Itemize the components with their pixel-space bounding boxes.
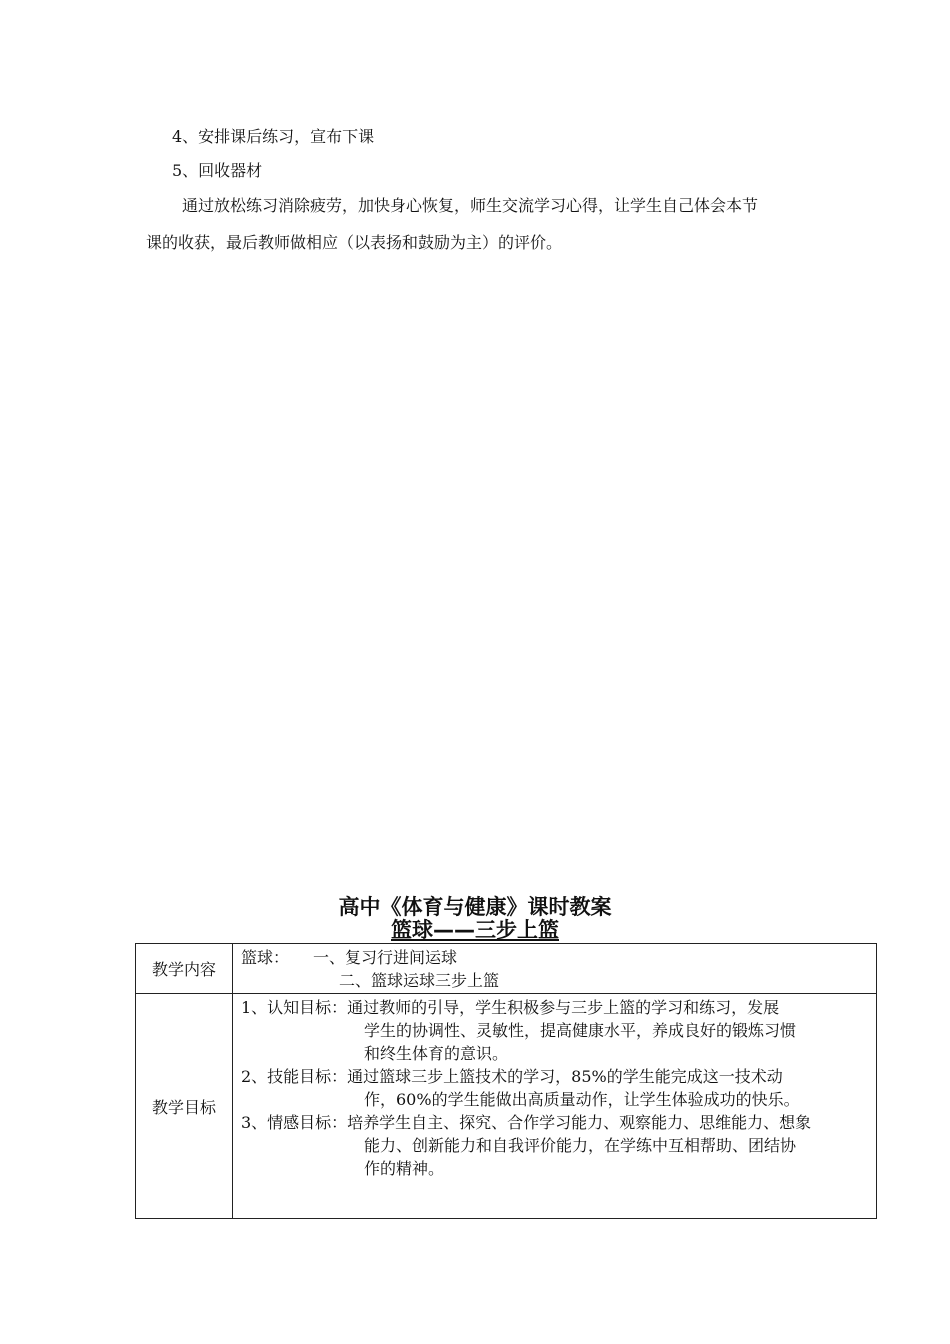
step-5-text: 5、回收器材 xyxy=(172,161,263,180)
goal-line: 3、情感目标：培养学生自主、探究、合作学习能力、观察能力、思维能力、想象 xyxy=(241,1113,812,1132)
content-prefix: 篮球： xyxy=(241,948,290,967)
goal-line: 作的精神。 xyxy=(364,1159,445,1178)
goal-line: 学生的协调性、灵敏性，提高健康水平，养成良好的锻炼习惯 xyxy=(364,1021,797,1040)
teaching-content-row xyxy=(136,944,877,994)
goal-line: 作，60%的学生能做出高质量动作，让学生体验成功的快乐。 xyxy=(364,1090,800,1109)
step-4-text: 4、安排课后练习，宣布下课 xyxy=(172,127,375,146)
lesson-plan-table xyxy=(135,943,877,1219)
lesson-plan-title: 高中《体育与健康》课时教案 xyxy=(338,895,612,919)
goal-line: 能力、创新能力和自我评价能力，在学练中互相帮助、团结协 xyxy=(364,1136,797,1155)
content-item-1: 一、复习行进间运球 xyxy=(313,948,458,967)
goal-line: 2、技能目标：通过篮球三步上篮技术的学习，85%的学生能完成这一技术动 xyxy=(241,1067,783,1086)
goal-line: 和终生体育的意识。 xyxy=(364,1044,509,1063)
summary-paragraph-line-2: 课的收获，最后教师做相应（以表扬和鼓励为主）的评价。 xyxy=(146,233,563,252)
summary-paragraph-line-1: 通过放松练习消除疲劳，加快身心恢复，师生交流学习心得，让学生自己体会本节 xyxy=(182,196,759,215)
teaching-content-label: 教学内容 xyxy=(136,944,233,994)
teaching-content-cell xyxy=(233,944,877,994)
content-line-1 xyxy=(241,946,868,969)
teaching-goals-row xyxy=(136,994,877,1219)
goal-line: 1、认知目标：通过教师的引导，学生积极参与三步上篮的学习和练习，发展 xyxy=(241,998,780,1017)
lesson-plan-subtitle xyxy=(0,918,950,942)
lesson-plan-subtitle-text: 篮球——三步上篮 xyxy=(391,918,559,942)
teaching-goals-label: 教学目标 xyxy=(136,994,233,1219)
content-item-2: 二、篮球运球三步上篮 xyxy=(339,971,500,990)
teaching-goals-cell xyxy=(233,994,877,1219)
